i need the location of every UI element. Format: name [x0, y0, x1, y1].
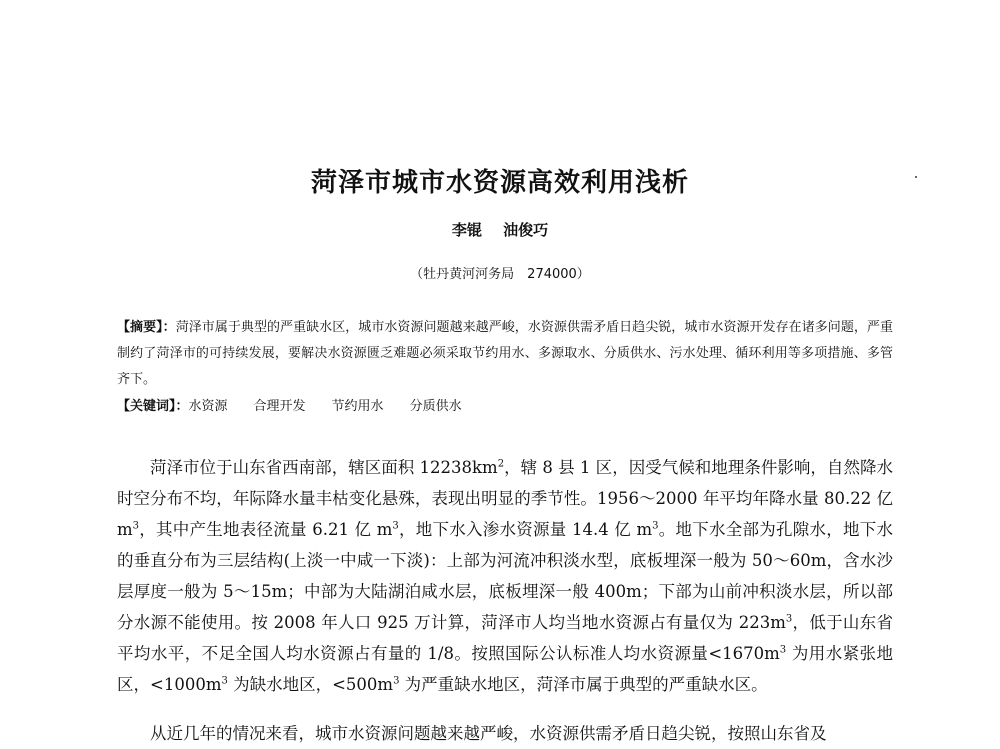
body-text: ，地下水入渗水资源量 14.4 亿 m — [398, 520, 653, 539]
author-line — [0, 219, 1000, 240]
abstract-text: 菏泽市属于典型的严重缺水区，城市水资源问题越来越严峻，水资源供需矛盾日趋尖锐，城市水资源开发存在诸多问题，严重制约了菏泽市的可持续发展，要解决水资源匮乏难题必须采取节约用水、多源取水、分质供水、污水处理、循环利用等多项措施、多管齐下。 — [117, 320, 893, 387]
body-text: 为严重缺水地区，菏泽市属于典型的严重缺水区。 — [399, 675, 768, 694]
body-text: 。地下水全部为孔隙水，地下水的垂直分布为三层结构(上淡一中咸一下淡)：上部为河流冲积淡水型，底板埋深一般为 50～60m，含水沙层厚度一般为 5～15m；中部为大陆湖泊咸水层，底板埋深一般 400m；下部为山前冲积淡水层，所以部分水源不能使用。按 2008 年人口 925 万计算，菏泽市人均当地水资源占有量仅为 223m — [117, 520, 893, 632]
abstract-label: 【摘要】： — [117, 320, 176, 335]
affiliation: （牡丹黄河河务局 274000） — [410, 267, 590, 282]
author-name: 李锟 — [451, 221, 482, 239]
superscript: 3 — [392, 520, 399, 532]
body-text: ，其中产生地表径流量 6.21 亿 m — [139, 520, 393, 539]
body-paragraph — [117, 452, 893, 700]
body-text: ，辖 8 县 1 区，因受气候和地理条件影响，自然降水时空分布不均，年际降水量丰枯变化悬殊，表现出明显的季节性。1956～2000 年平均年降水量 80.22 亿 m — [117, 458, 893, 539]
superscript: 3 — [132, 520, 140, 532]
body-text: 菏泽市位于山东省西南部，辖区面积 12238km — [150, 458, 498, 477]
superscript: 2 — [497, 458, 505, 470]
keywords-label: 【关键词】： — [117, 399, 189, 414]
body-paragraph-next: 从近几年的情况来看，城市水资源问题越来越严峻，水资源供需矛盾日趋尖锐，按照山东省及 — [150, 724, 827, 743]
superscript: 3 — [221, 675, 228, 687]
author-name: 油俊巧 — [503, 221, 549, 239]
keywords — [117, 396, 893, 418]
body-text: ，低于山东省平均水平，不足全国人均水资源占有量的 1/8。按照国际公认标准人均水资源量<1670m — [117, 613, 894, 663]
superscript: 3 — [779, 644, 787, 656]
body-text: 为用水紧张地区，<1000m — [117, 644, 893, 694]
keyword: 节约用水 — [331, 399, 384, 414]
superscript: 3 — [393, 675, 400, 687]
abstract — [117, 315, 893, 393]
superscript: 3 — [652, 520, 659, 532]
paper-title: 菏泽市城市水资源高效利用浅析 — [310, 168, 689, 198]
superscript: 3 — [785, 613, 793, 625]
keyword: 合理开发 — [253, 399, 306, 414]
keyword: 分质供水 — [409, 399, 462, 414]
keyword: 水资源 — [188, 399, 228, 414]
body-text: 为缺水地区，<500m — [227, 675, 394, 694]
